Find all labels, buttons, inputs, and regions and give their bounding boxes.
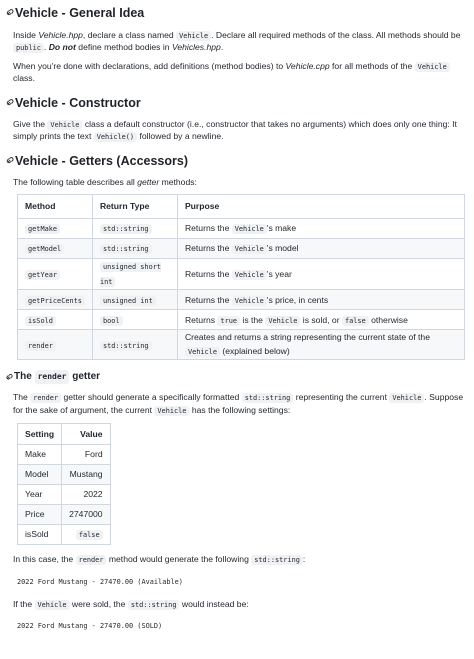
table-row <box>18 485 111 505</box>
text: The following table describes all <box>13 176 138 187</box>
setting-key: isSold <box>18 525 62 545</box>
setting-value: 2022 <box>62 485 110 505</box>
column-header: Method <box>18 195 93 219</box>
table-row <box>18 465 111 485</box>
text: has the following settings: <box>189 404 291 415</box>
setting-key: Model <box>18 465 62 485</box>
purpose-cell <box>177 330 464 360</box>
text: , declare a class named <box>82 30 177 40</box>
link-icon[interactable] <box>4 156 14 166</box>
text: If the <box>13 598 35 609</box>
render-paragraph-1 <box>4 391 467 416</box>
table-row <box>18 330 465 360</box>
text: . Declare all required methods of the class. All methods should be <box>211 30 461 40</box>
setting-value: Mustang <box>62 465 110 485</box>
method-name: render <box>25 341 56 351</box>
method-name: getPriceCents <box>25 296 85 306</box>
setting-value: false <box>76 530 103 540</box>
table-row <box>18 239 465 259</box>
text: Give the <box>13 118 48 129</box>
inline-code: std::string <box>242 393 294 403</box>
text: 's price, in cents <box>266 294 329 305</box>
column-header: Setting <box>18 424 62 445</box>
inline-code: std::string <box>251 555 303 565</box>
table-row <box>18 445 111 465</box>
inline-code: render <box>76 555 107 565</box>
text: Returns the <box>184 223 232 234</box>
text: representing the current <box>293 392 390 403</box>
general-paragraph-1 <box>4 29 467 54</box>
text: otherwise <box>368 314 408 325</box>
text: Returns <box>184 314 218 325</box>
text: Returns the <box>184 243 232 254</box>
text: define method bodies in <box>75 42 172 53</box>
table-row <box>18 259 465 290</box>
text: is the <box>240 314 266 325</box>
inline-code: Vehicle <box>232 224 267 234</box>
link-icon[interactable] <box>4 8 14 18</box>
text: 's year <box>266 268 292 279</box>
constructor-paragraph <box>4 118 467 143</box>
table-row <box>18 219 465 239</box>
purpose-cell <box>177 259 464 290</box>
return-type: std::string <box>100 244 152 254</box>
table-row <box>18 290 465 310</box>
text: for all methods of the <box>329 60 415 71</box>
text: In this case, the <box>13 554 76 565</box>
text: Inside <box>13 30 39 40</box>
text: . <box>43 42 49 53</box>
text: . Suppose for the sake of argument, the current <box>13 392 464 415</box>
render-output-sold: 2022 Ford Mustang - 27470.00 (SOLD) <box>17 622 163 631</box>
filename: Vehicle.cpp <box>285 60 330 71</box>
setting-key: Make <box>18 445 62 465</box>
table-row <box>18 505 111 525</box>
inline-code: Vehicle <box>232 244 267 254</box>
inline-code: true <box>217 316 240 326</box>
setting-value: Ford <box>62 445 110 465</box>
emphasis: getter <box>137 176 160 187</box>
setting-key: Price <box>18 505 62 525</box>
inline-code: std::string <box>128 600 180 610</box>
inline-code: Vehicle <box>265 316 300 326</box>
inline-code: Vehicle <box>47 120 82 130</box>
text: method would generate the following <box>106 554 252 565</box>
column-header: Purpose <box>177 195 464 219</box>
text: class. <box>13 73 35 84</box>
heading-constructor <box>4 93 467 113</box>
filename: Vehicles.hpp <box>171 42 221 53</box>
purpose-cell <box>177 290 464 310</box>
inline-code: Vehicle() <box>94 132 137 142</box>
table-header-row <box>18 195 465 219</box>
method-name: getModel <box>25 244 64 254</box>
getters-table <box>17 194 465 360</box>
table-row <box>18 525 111 545</box>
return-type: unsigned int <box>100 296 156 306</box>
method-name: isSold <box>25 316 56 326</box>
render-output-available: 2022 Ford Mustang - 27470.00 (Available) <box>17 577 183 586</box>
purpose-cell <box>177 219 464 239</box>
heading-text: getter <box>69 370 101 382</box>
filename: Vehicle.hpp <box>38 30 83 40</box>
table-header-row <box>18 424 111 445</box>
text: class a default constructor (i.e., constructor that takes no arguments) which does only one thing: It simply prints the text <box>13 118 457 142</box>
purpose-cell <box>177 239 464 259</box>
text: getter should generate a specifically formatted <box>61 392 242 403</box>
render-paragraph-3 <box>4 598 467 610</box>
return-type: std::string <box>100 224 152 234</box>
inline-code: Vehicle <box>232 296 267 306</box>
inline-code: Vehicle <box>415 62 450 72</box>
text: would instead be: <box>179 598 249 609</box>
heading-text: The <box>14 370 35 382</box>
heading-text: Vehicle - Constructor <box>15 95 141 110</box>
return-type: unsigned short int <box>99 263 162 287</box>
inline-code: Vehicle <box>35 600 70 610</box>
inline-code: Vehicle <box>389 393 424 403</box>
text: Returns the <box>184 268 232 279</box>
inline-code: render <box>35 370 70 384</box>
inline-code: public <box>13 43 44 53</box>
column-header: Value <box>62 424 110 445</box>
text: were sold, the <box>69 598 128 609</box>
setting-value: 2747000 <box>62 505 110 525</box>
setting-key: Year <box>18 485 62 505</box>
purpose-cell <box>177 310 464 330</box>
column-header: Return Type <box>92 195 177 219</box>
render-paragraph-2 <box>4 553 467 565</box>
inline-code: render <box>30 393 61 403</box>
text: When you're done with declarations, add definitions (method bodies) to <box>13 60 286 71</box>
text: is sold, or <box>300 314 342 325</box>
text: : <box>302 554 306 565</box>
text: followed by a newline. <box>137 131 224 142</box>
settings-table <box>17 423 111 545</box>
return-type: std::string <box>100 341 152 351</box>
method-name: getMake <box>25 224 60 234</box>
text: Creates and returns a string representing the current state of the <box>184 332 430 343</box>
emphasis: Do not <box>48 42 76 53</box>
text: 's model <box>266 243 299 254</box>
table-row <box>18 310 465 330</box>
text: The <box>13 392 31 403</box>
general-paragraph-2 <box>4 60 467 85</box>
heading-text: Vehicle - Getters (Accessors) <box>15 153 188 168</box>
return-type: bool <box>100 316 123 326</box>
inline-code: Vehicle <box>185 347 220 357</box>
link-icon[interactable] <box>4 373 13 382</box>
text: Returns the <box>184 294 232 305</box>
getters-intro <box>4 176 467 188</box>
method-name: getYear <box>25 270 60 280</box>
link-icon[interactable] <box>4 98 14 108</box>
text: . <box>220 42 224 53</box>
heading-general-idea <box>4 3 467 23</box>
inline-code: false <box>342 316 369 326</box>
inline-code: Vehicle <box>232 270 267 280</box>
inline-code: Vehicle <box>154 406 189 416</box>
heading-render-getter <box>4 369 467 385</box>
text: (explained below) <box>219 345 290 356</box>
text: 's make <box>266 223 297 234</box>
text: methods: <box>159 176 197 187</box>
heading-getters <box>4 151 467 171</box>
inline-code: Vehicle <box>176 31 211 41</box>
heading-text: Vehicle - General Idea <box>15 5 145 20</box>
